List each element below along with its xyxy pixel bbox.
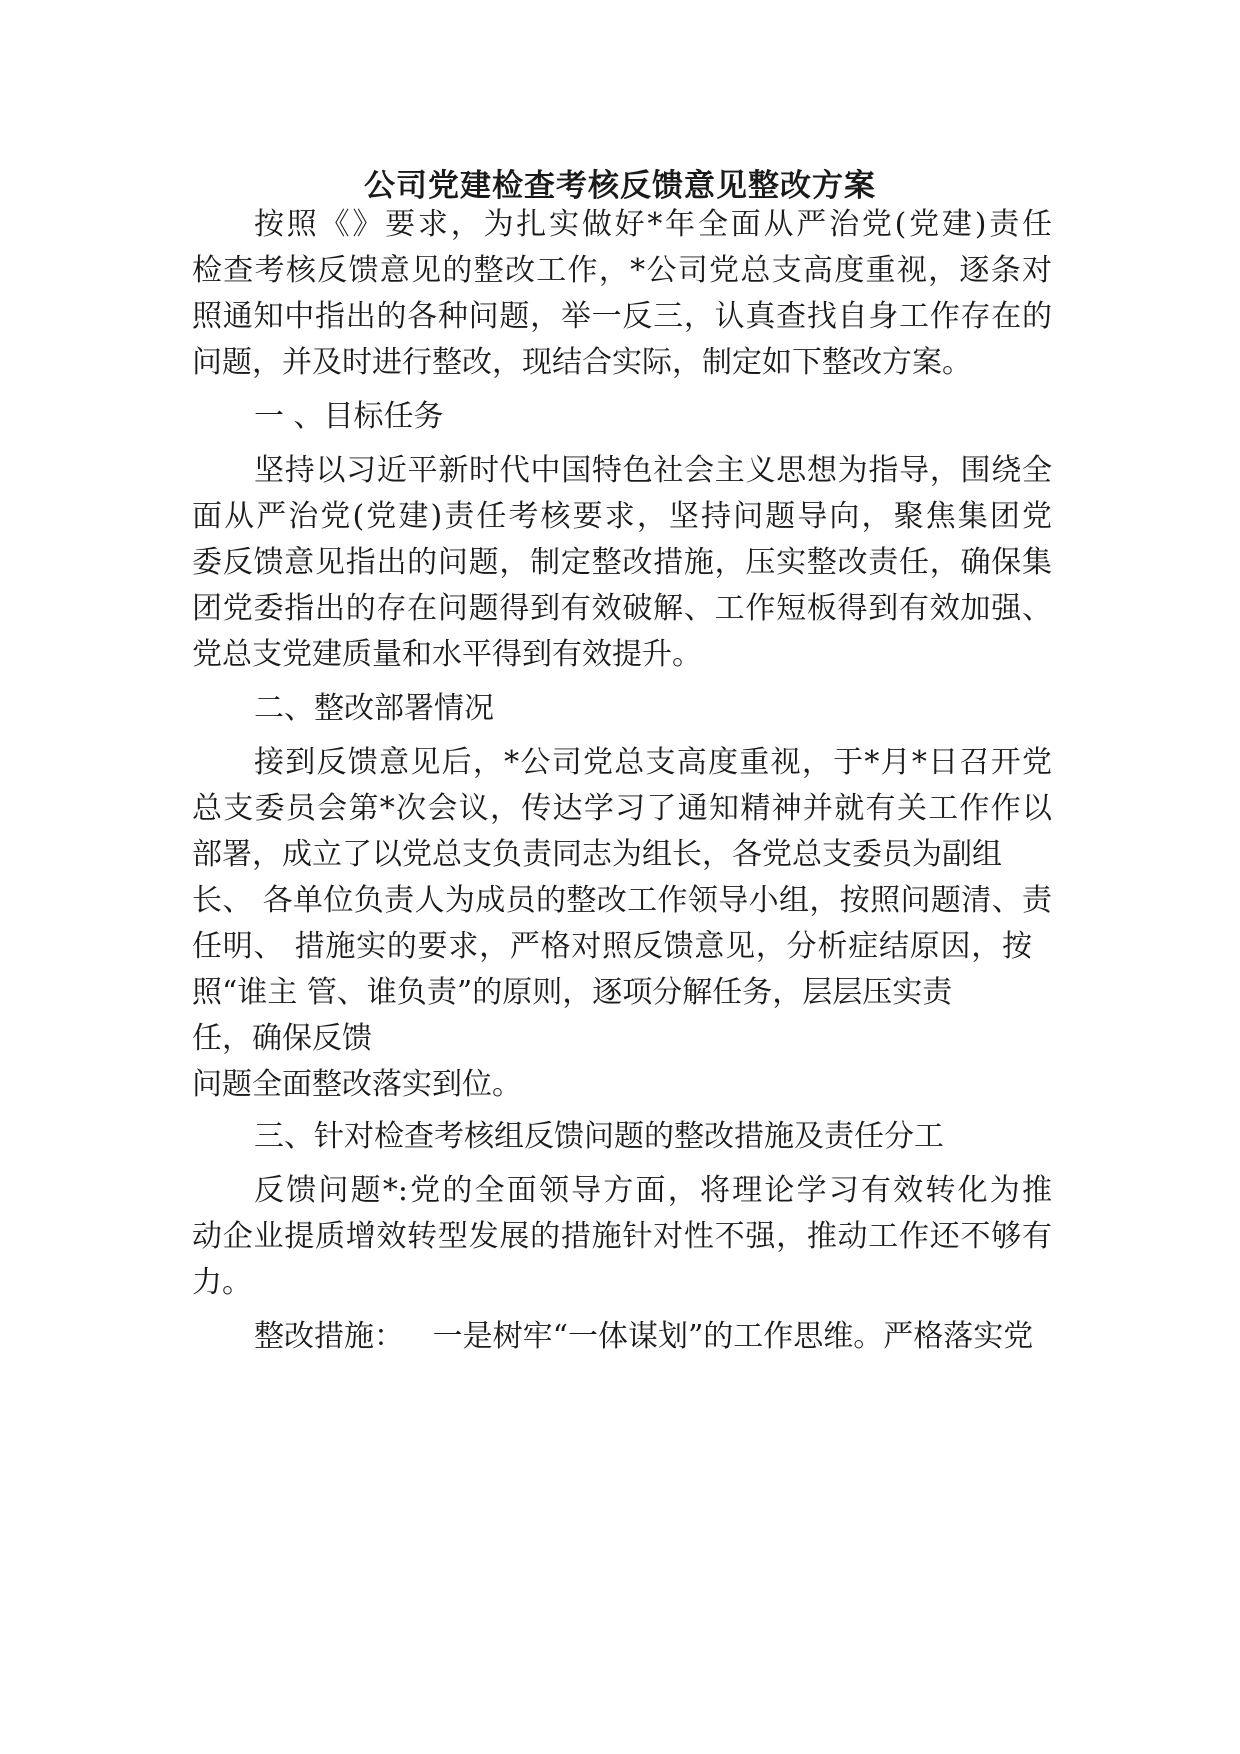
paragraph-line: 接到反馈意见后，*公司党总支高度重视，于*月*日召开党 xyxy=(254,745,1052,780)
paragraph-line: 问题，并及时进行整改，现结合实际，制定如下整改方案。 xyxy=(192,345,972,380)
paragraph-line: 动企业提质增效转型发展的措施针对性不强，推动工作还不够有 xyxy=(192,1219,1052,1254)
section-heading: 二、整改部署情况 xyxy=(254,691,494,726)
paragraph-line: 检查考核反馈意见的整改工作，*公司党总支高度重视，逐条对 xyxy=(192,253,1052,288)
paragraph-line: 整改措施： 一是树牢“一体谋划”的工作思维。严格落实党 xyxy=(254,1319,1034,1354)
paragraph-line: 反馈问题*:党的全面领导方面，将理论学习有效转化为推 xyxy=(254,1173,1052,1208)
paragraph-line: 坚持以习近平新时代中国特色社会主义思想为指导，围绕全 xyxy=(254,453,1052,488)
paragraph-line: 照通知中指出的各种问题，举一反三，认真查找自身工作存在的 xyxy=(192,299,1052,334)
paragraph-line: 面从严治党(党建)责任考核要求，坚持问题导向，聚焦集团党 xyxy=(192,499,1052,534)
paragraph-line: 部署，成立了以党总支负责同志为组长，各党总支委员为副组 xyxy=(192,837,1002,872)
paragraph-line: 团党委指出的存在问题得到有效破解、工作短板得到有效加强、 xyxy=(192,591,1052,626)
paragraph-line: 问题全面整改落实到位。 xyxy=(192,1067,522,1102)
paragraph-line: 委反馈意见指出的问题，制定整改措施，压实整改责任，确保集 xyxy=(192,545,1052,580)
paragraph-line: 总支委员会第*次会议，传达学习了通知精神并就有关工作作以 xyxy=(192,791,1052,826)
paragraph-line: 党总支党建质量和水平得到有效提升。 xyxy=(192,637,702,672)
document-title: 公司党建检查考核反馈意见整改方案 xyxy=(364,168,876,204)
section-heading: 三、针对检查考核组反馈问题的整改措施及责任分工 xyxy=(254,1119,944,1154)
paragraph-line: 按照《》要求，为扎实做好*年全面从严治党(党建)责任 xyxy=(254,207,1052,242)
paragraph-line: 照“谁主 管、谁负责”的原则，逐项分解任务，层层压实责 xyxy=(192,975,953,1010)
section-heading: 一 、目标任务 xyxy=(254,399,444,434)
paragraph-line: 任，确保反馈 xyxy=(192,1021,372,1056)
paragraph-line: 长、 各单位负责人为成员的整改工作领导小组，按照问题清、责 xyxy=(192,883,1052,918)
paragraph-line: 任明、 措施实的要求，严格对照反馈意见，分析症结原因，按 xyxy=(192,929,1032,964)
paragraph-line: 力。 xyxy=(192,1265,252,1300)
